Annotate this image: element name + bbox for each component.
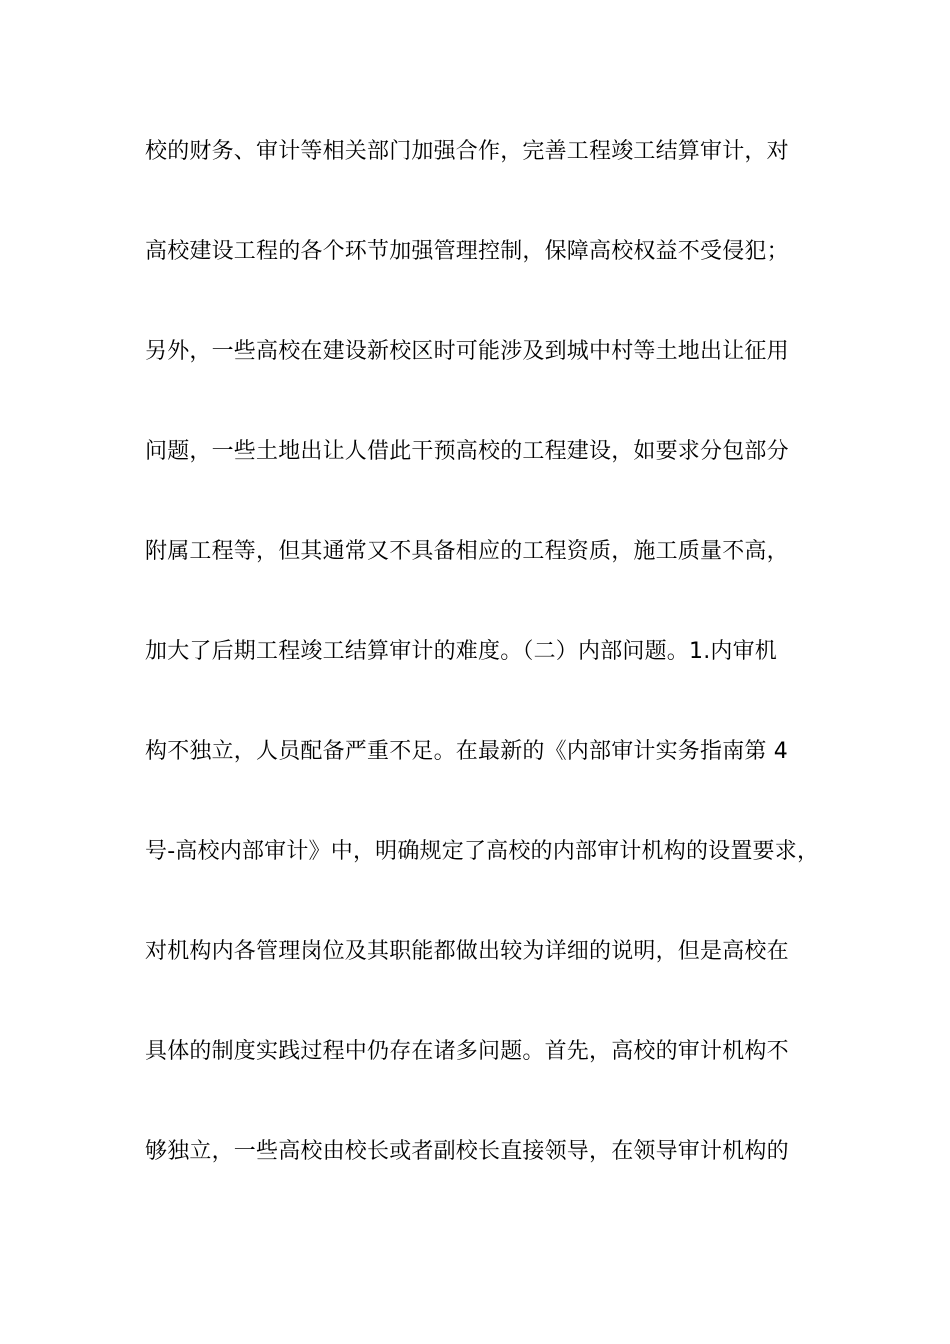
text-line: 加大了后期工程竣工结算审计的难度。（二）内部问题。1.内审机 <box>145 639 777 664</box>
text-line: 够独立，一些高校由校长或者副校长直接领导，在领导审计机构的 <box>145 1139 789 1164</box>
text-line: 问题，一些土地出让人借此干预高校的工程建设，如要求分包部分 <box>145 439 789 464</box>
text-line: 号-高校内部审计》中，明确规定了高校的内部审计机构的设置要求， <box>145 839 820 864</box>
text-line: 构不独立，人员配备严重不足。在最新的《内部审计实务指南第 4 <box>145 739 788 764</box>
text-line: 另外，一些高校在建设新校区时可能涉及到城中村等土地出让征用 <box>145 339 789 364</box>
text-line: 具体的制度实践过程中仍存在诸多问题。首先，高校的审计机构不 <box>145 1039 789 1064</box>
text-line: 高校建设工程的各个环节加强管理控制，保障高校权益不受侵犯； <box>145 239 789 264</box>
text-line: 附属工程等，但其通常又不具备相应的工程资质，施工质量不高， <box>145 539 789 564</box>
document-body <box>145 130 845 1230</box>
text-line: 对机构内各管理岗位及其职能都做出较为详细的说明，但是高校在 <box>145 939 789 964</box>
text-line: 校的财务、审计等相关部门加强合作，完善工程竣工结算审计，对 <box>145 139 789 164</box>
